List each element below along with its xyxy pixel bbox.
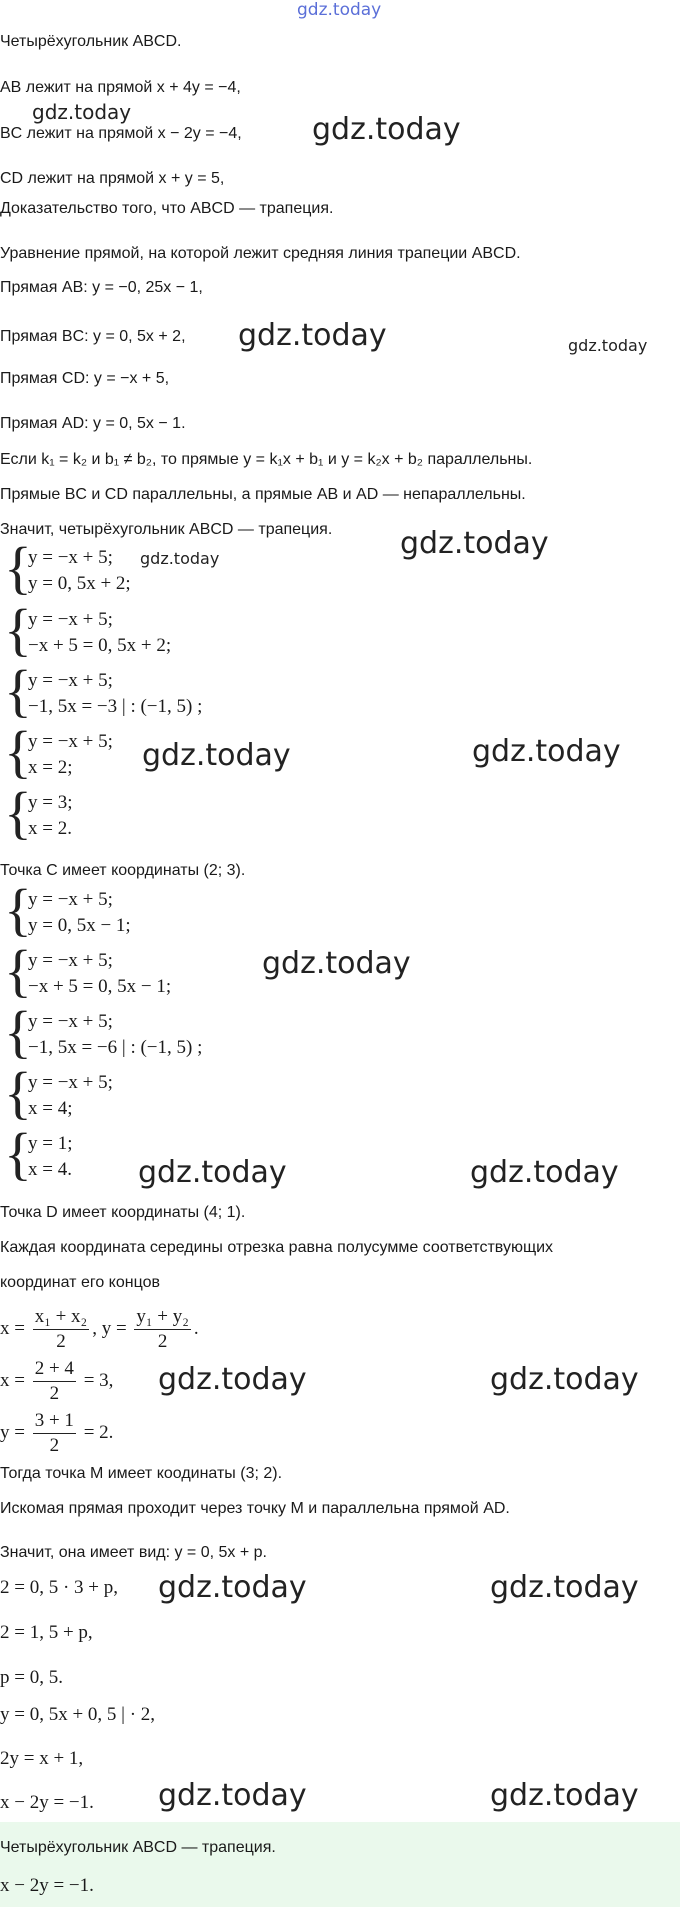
fraction-numerator: y₁ + y₂ (134, 1305, 190, 1330)
formula-result: = 2. (83, 1421, 114, 1443)
equation-system (4, 938, 304, 1003)
midpoint-x-calc (0, 1357, 113, 1406)
text-line: Искомая прямая проходит через точку M и параллельна прямой AD. (0, 1500, 510, 1517)
text-line: Уравнение прямой, на которой лежит средняя линия трапеции ABCD. (0, 245, 521, 262)
formula-result: = 3, (83, 1369, 114, 1391)
fraction-denominator: 2 (49, 1383, 60, 1404)
watermark: gdz.today (490, 1570, 639, 1605)
formula-lhs: y = (0, 1421, 25, 1443)
formula-end: . (193, 1317, 199, 1339)
system-row: y = −x + 5; (28, 889, 113, 910)
equation-line: 2y = x + 1, (0, 1748, 84, 1769)
system-row: x = 2; (28, 757, 73, 778)
fraction-denominator: 2 (157, 1331, 168, 1352)
system-row: y = 0, 5x − 1; (28, 915, 131, 936)
system-row: y = −x + 5; (28, 731, 113, 752)
brace-icon: { (4, 1121, 32, 1186)
equation-system (4, 1060, 304, 1125)
system-row: y = −x + 5; (28, 609, 113, 630)
system-row: −x + 5 = 0, 5x + 2; (28, 635, 172, 656)
watermark: gdz.today (568, 336, 648, 355)
watermark: gdz.today (472, 734, 621, 769)
midpoint-y-calc (0, 1409, 113, 1458)
equation-system (4, 877, 304, 942)
text-line: CD лежит на прямой x + y = 5, (0, 170, 225, 187)
watermark: gdz.today (262, 946, 411, 981)
fraction-denominator: 2 (49, 1435, 60, 1456)
system-row: y = −x + 5; (28, 1072, 113, 1093)
fraction-denominator: 2 (56, 1331, 66, 1352)
formula-lhs: , y = (92, 1317, 127, 1339)
brace-icon: { (4, 658, 32, 723)
brace-icon: { (4, 780, 32, 845)
formula-lhs: x = (0, 1317, 25, 1339)
system-row: y = −x + 5; (28, 670, 113, 691)
equation-system (4, 999, 304, 1064)
text-line: Точка C имеет координаты (2; 3). (0, 862, 246, 879)
fraction-numerator: 3 + 1 (33, 1409, 76, 1434)
equation-line: p = 0, 5. (0, 1667, 63, 1688)
watermark: gdz.today (158, 1362, 307, 1397)
text-line: Прямая AB: y = −0, 25x − 1, (0, 279, 203, 296)
system-row: −1, 5x = −6 | : (−1, 5) ; (28, 1037, 203, 1058)
system-row: y = −x + 5; (28, 950, 113, 971)
text-line: координат его концов (0, 1274, 160, 1291)
text-line: Тогда точка M имеет коодинаты (3; 2). (0, 1465, 283, 1482)
equation-system (4, 780, 304, 845)
text-line: AB лежит на прямой x + 4y = −4, (0, 79, 241, 96)
watermark: gdz.today (142, 738, 291, 773)
text-line: Прямая CD: y = −x + 5, (0, 370, 170, 387)
system-row: x = 4; (28, 1098, 73, 1119)
text-line: BC лежит на прямой x − 2y = −4, (0, 125, 242, 142)
watermark: gdz.today (312, 112, 461, 147)
text-line: Если k₁ = k₂ и b₁ ≠ b₂, то прямые y = k₁x + b₁ и y = k₂x + b₂ параллельны. (0, 451, 533, 468)
watermark: gdz.today (138, 1155, 287, 1190)
watermark: gdz.today (238, 318, 387, 353)
text-line: Значит, четырёхугольник ABCD — трапеция. (0, 521, 333, 538)
system-row: y = 3; (28, 792, 73, 813)
system-row: x = 4. (28, 1159, 72, 1180)
watermark: gdz.today (158, 1778, 307, 1813)
system-row: y = −x + 5; (28, 547, 113, 568)
brace-icon: { (4, 719, 32, 784)
system-row: y = −x + 5; (28, 1011, 113, 1032)
fraction (33, 1409, 76, 1458)
fraction (33, 1305, 89, 1354)
watermark: gdz.today (490, 1362, 639, 1397)
fraction-numerator: x₁ + x₂ (33, 1305, 89, 1330)
brace-icon: { (4, 999, 32, 1064)
formula-lhs: x = (0, 1369, 25, 1391)
fraction (33, 1357, 76, 1406)
brace-icon: { (4, 877, 32, 942)
system-row: −1, 5x = −3 | : (−1, 5) ; (28, 696, 203, 717)
equation-system (4, 658, 304, 723)
system-row: −x + 5 = 0, 5x − 1; (28, 976, 172, 997)
watermark: gdz.today (158, 1570, 307, 1605)
brace-icon: { (4, 535, 32, 600)
answer-line: Четырёхугольник ABCD — трапеция. (0, 1839, 276, 1856)
watermark-top: gdz.today (297, 0, 382, 20)
midpoint-formula (0, 1305, 199, 1354)
watermark: gdz.today (140, 549, 220, 568)
watermark: gdz.today (490, 1778, 639, 1813)
text-line: Прямая AD: y = 0, 5x − 1. (0, 415, 186, 432)
watermark: gdz.today (470, 1155, 619, 1190)
watermark: gdz.today (400, 526, 549, 561)
system-row: y = 0, 5x + 2; (28, 573, 131, 594)
text-line: Значит, она имеет вид: y = 0, 5x + p. (0, 1544, 267, 1561)
fraction-numerator: 2 + 4 (33, 1357, 76, 1382)
answer-box (0, 1822, 680, 1907)
answer-line: x − 2y = −1. (0, 1875, 94, 1896)
equation-system (4, 597, 304, 662)
equation-line: y = 0, 5x + 0, 5 | · 2, (0, 1704, 156, 1725)
equation-line: x − 2y = −1. (0, 1792, 94, 1813)
text-line: Прямые BC и CD параллельны, а прямые AB и AD — непараллельны. (0, 486, 526, 503)
text-line: Прямая BC: y = 0, 5x + 2, (0, 328, 186, 345)
brace-icon: { (4, 938, 32, 1003)
fraction (134, 1305, 190, 1354)
text-line: Точка D имеет координаты (4; 1). (0, 1204, 246, 1221)
equation-line: 2 = 1, 5 + p, (0, 1622, 93, 1643)
text-line: Доказательство того, что ABCD — трапеция. (0, 200, 334, 217)
text-line: Четырёхугольник ABCD. (0, 33, 182, 50)
brace-icon: { (4, 1060, 32, 1125)
brace-icon: { (4, 597, 32, 662)
system-row: x = 2. (28, 818, 72, 839)
equation-line: 2 = 0, 5 · 3 + p, (0, 1577, 119, 1598)
watermark: gdz.today (32, 100, 132, 124)
text-line: Каждая координата середины отрезка равна полусумме соответствующих (0, 1239, 554, 1256)
system-row: y = 1; (28, 1133, 73, 1154)
